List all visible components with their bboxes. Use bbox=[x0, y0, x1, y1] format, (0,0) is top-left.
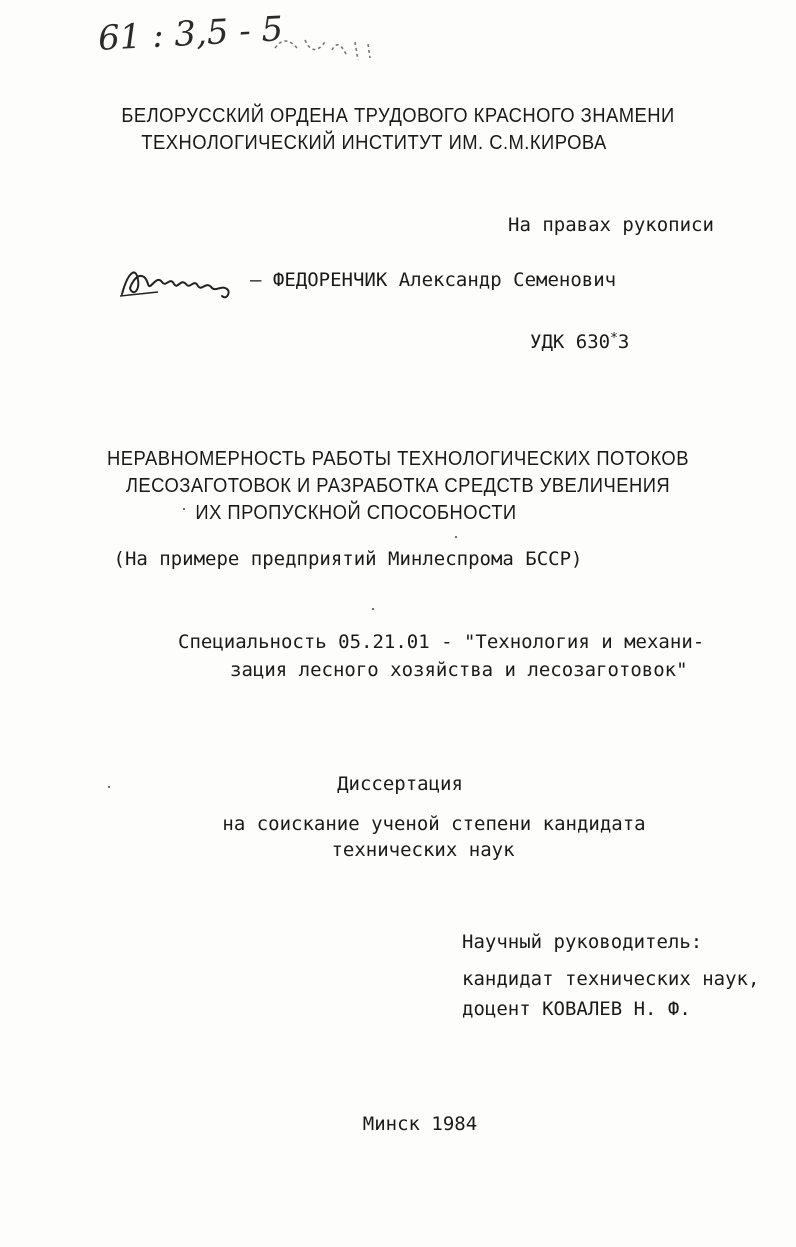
author-dash: — bbox=[250, 269, 262, 291]
udk-code bbox=[530, 330, 629, 354]
faint-stamp-marks bbox=[270, 28, 380, 68]
handwritten-archive-note: 61 : 3,5 - 5 bbox=[97, 9, 285, 59]
supervisor-degree: кандидат технических наук, bbox=[462, 968, 760, 990]
scan-speck bbox=[183, 508, 185, 510]
specialty-line-2: зация лесного хозяйства и лесозаготовок" bbox=[230, 659, 688, 681]
dissertation-degree: на соискание ученой степени кандидата bbox=[222, 813, 646, 835]
dissertation-field: технических наук bbox=[331, 839, 515, 861]
author-signature bbox=[118, 262, 238, 302]
udk-superscript: * bbox=[610, 331, 618, 346]
title-line-1: НЕРАВНОМЕРНОСТЬ РАБОТЫ ТЕХНОЛОГИЧЕСКИХ ПОТОКОВ bbox=[107, 448, 689, 470]
author-line bbox=[250, 268, 616, 292]
supervisor-label: Научный руководитель: bbox=[462, 931, 703, 953]
city-year: Минск 1984 bbox=[362, 1113, 478, 1135]
institution-line-1: БЕЛОРУССКИЙ ОРДЕНА ТРУДОВОГО КРАСНОГО ЗНАМЕНИ bbox=[121, 105, 675, 127]
udk-prefix: УДК 630 bbox=[530, 331, 611, 353]
scan-speck bbox=[455, 536, 457, 538]
author-name: ФЕДОРЕНЧИК Александр Семенович bbox=[272, 269, 617, 291]
specialty-line-1: Специальность 05.21.01 - "Технология и механи- bbox=[178, 631, 705, 653]
title-line-2: ЛЕСОЗАГОТОВОК И РАЗРАБОТКА СРЕДСТВ УВЕЛИЧЕНИЯ bbox=[125, 475, 671, 497]
institution-line-2: ТЕХНОЛОГИЧЕСКИЙ ИНСТИТУТ ИМ. С.М.КИРОВА bbox=[141, 132, 607, 154]
supervisor-name: доцент КОВАЛЕВ Н. Ф. bbox=[462, 998, 691, 1020]
subtitle: (На примере предприятий Минлеспрома БССР) bbox=[113, 548, 583, 570]
dissertation-label: Диссертация bbox=[337, 773, 463, 795]
udk-suffix: 3 bbox=[617, 331, 630, 353]
scan-speck bbox=[108, 786, 110, 788]
manuscript-note: На правах рукописи bbox=[508, 214, 714, 236]
title-line-3: ИХ ПРОПУСКНОЙ СПОСОБНОСТИ bbox=[195, 502, 517, 524]
scan-speck bbox=[372, 608, 374, 610]
